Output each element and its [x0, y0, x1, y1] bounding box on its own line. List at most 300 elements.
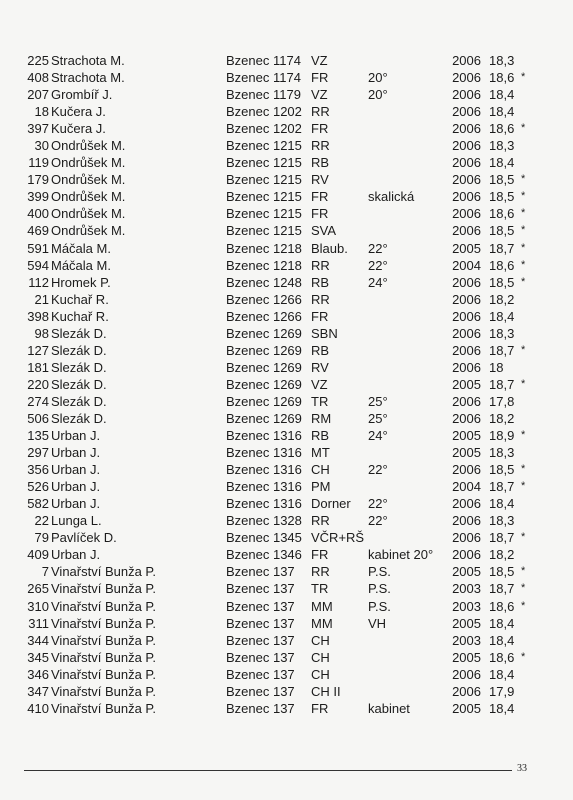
- vintage-year: 2005: [452, 649, 481, 665]
- vineyard-location: Bzenec 1346: [226, 547, 302, 563]
- table-row: [0, 512, 573, 529]
- score-value: 18,4: [489, 104, 515, 120]
- grower-name: Slezák D.: [51, 410, 107, 426]
- vineyard-location: Bzenec 1328: [226, 513, 302, 529]
- vintage-year: 2006: [452, 53, 481, 68]
- award-mark: *: [521, 531, 526, 544]
- score-value: 18,4: [489, 615, 515, 631]
- wine-variety: CH: [311, 666, 330, 682]
- grower-name: Ondrůšek M.: [51, 206, 126, 222]
- wine-variety: RB: [311, 428, 330, 444]
- wine-variety: RR: [311, 564, 330, 580]
- score-value: 18,5: [489, 462, 515, 478]
- grower-name: Urban J.: [51, 547, 101, 563]
- entry-number: 265: [27, 581, 49, 597]
- vineyard-location: Bzenec 137: [226, 564, 295, 580]
- wine-variety: RR: [311, 138, 330, 154]
- vintage-year: 2005: [452, 564, 481, 580]
- vintage-year: 2005: [452, 615, 481, 631]
- grower-name: Ondrůšek M.: [51, 138, 126, 154]
- award-mark: *: [521, 582, 526, 595]
- grower-name: Vinařství Bunža P.: [51, 700, 157, 716]
- vintage-year: 2006: [452, 683, 481, 699]
- vintage-year: 2006: [452, 308, 481, 324]
- entry-number: 181: [27, 359, 49, 375]
- table-row: [0, 649, 573, 666]
- vintage-year: 2006: [452, 342, 481, 358]
- wine-variety: CH: [311, 462, 330, 478]
- award-mark: *: [521, 173, 526, 186]
- score-value: 17,8: [489, 393, 515, 409]
- wine-variety: VZ: [311, 376, 328, 392]
- vintage-year: 2006: [452, 206, 481, 222]
- score-value: 18,2: [489, 410, 515, 426]
- table-row: [0, 376, 573, 393]
- award-mark: *: [521, 190, 526, 203]
- wine-variety: RB: [311, 155, 330, 171]
- wine-variety: RR: [311, 291, 330, 307]
- wine-variety: RR: [311, 513, 330, 529]
- table-row: [0, 325, 573, 342]
- vineyard-location: Bzenec 1202: [226, 121, 302, 137]
- grower-name: Máčala M.: [51, 257, 111, 273]
- entry-number: 345: [27, 649, 49, 665]
- wine-variety: RV: [311, 359, 329, 375]
- wine-note: 25°: [368, 410, 388, 426]
- table-row: [0, 291, 573, 308]
- vintage-year: 2006: [452, 70, 481, 86]
- wine-variety: FR: [311, 206, 329, 222]
- table-row: [0, 495, 573, 512]
- vineyard-location: Bzenec 137: [226, 615, 295, 631]
- entry-number: 409: [27, 547, 49, 563]
- wine-note: 20°: [368, 87, 388, 103]
- entry-number: 410: [27, 700, 49, 716]
- table-row: [0, 444, 573, 461]
- grower-name: Kuchař R.: [51, 308, 109, 324]
- entry-number: 30: [34, 138, 49, 154]
- entry-number: 7: [41, 564, 49, 580]
- entry-number: 506: [27, 410, 49, 426]
- entry-number: 400: [27, 206, 49, 222]
- vintage-year: 2005: [452, 700, 481, 716]
- wine-note: 20°: [368, 70, 388, 86]
- vintage-year: 2006: [452, 121, 481, 137]
- grower-name: Grombíř J.: [51, 87, 113, 103]
- vineyard-location: Bzenec 137: [226, 700, 295, 716]
- wine-variety: FR: [311, 70, 329, 86]
- vintage-year: 2006: [452, 189, 481, 205]
- wine-variety: RM: [311, 410, 332, 426]
- score-value: 18,2: [489, 291, 515, 307]
- wine-variety: MM: [311, 615, 333, 631]
- wine-variety: RB: [311, 342, 330, 358]
- vineyard-location: Bzenec 1248: [226, 274, 302, 290]
- vintage-year: 2003: [452, 581, 481, 597]
- grower-name: Vinařství Bunža P.: [51, 598, 157, 614]
- vineyard-location: Bzenec 1269: [226, 359, 302, 375]
- table-row: [0, 546, 573, 563]
- wine-note: skalická: [368, 189, 415, 205]
- score-value: 18,7: [489, 342, 515, 358]
- wine-note: P.S.: [368, 564, 391, 580]
- award-mark: *: [521, 377, 526, 390]
- score-value: 18,3: [489, 513, 515, 529]
- table-row: [0, 137, 573, 154]
- score-value: 18,3: [489, 138, 515, 154]
- entry-number: 311: [28, 615, 49, 631]
- entry-number: 347: [27, 683, 49, 699]
- score-value: 18,6: [489, 649, 515, 665]
- table-row: [0, 308, 573, 325]
- vineyard-location: Bzenec 1345: [226, 530, 302, 546]
- wine-note: P.S.: [368, 598, 391, 614]
- vineyard-location: Bzenec 1316: [226, 445, 302, 461]
- award-mark: *: [521, 275, 526, 288]
- table-row: [0, 427, 573, 444]
- vineyard-location: Bzenec 1202: [226, 104, 302, 120]
- grower-name: Vinařství Bunža P.: [51, 666, 157, 682]
- entry-number: 297: [27, 445, 49, 461]
- wine-variety: Blaub.: [311, 240, 348, 256]
- entry-number: 582: [27, 496, 49, 512]
- wine-variety: RR: [311, 104, 330, 120]
- award-mark: *: [521, 599, 526, 612]
- table-row: [0, 69, 573, 86]
- vineyard-location: Bzenec 1215: [226, 172, 302, 188]
- entry-number: 594: [27, 257, 49, 273]
- wine-variety: CH: [311, 649, 330, 665]
- vintage-year: 2006: [452, 359, 481, 375]
- wine-note: 25°: [368, 393, 388, 409]
- grower-name: Kučera J.: [51, 104, 106, 120]
- wine-variety: FR: [311, 700, 329, 716]
- vineyard-location: Bzenec 137: [226, 666, 295, 682]
- vineyard-location: Bzenec 1174: [226, 53, 301, 68]
- vintage-year: 2006: [452, 291, 481, 307]
- entry-number: 179: [27, 172, 49, 188]
- grower-name: Vinařství Bunža P.: [51, 632, 157, 648]
- award-mark: *: [521, 480, 526, 493]
- table-row: [0, 240, 573, 257]
- entry-number: 526: [27, 479, 49, 495]
- score-value: 18,4: [489, 700, 515, 716]
- vineyard-location: Bzenec 1269: [226, 342, 302, 358]
- award-mark: *: [521, 650, 526, 663]
- entry-number: 18: [34, 104, 49, 120]
- vineyard-location: Bzenec 1269: [226, 376, 302, 392]
- vintage-year: 2006: [452, 462, 481, 478]
- table-row: [0, 103, 573, 120]
- vineyard-location: Bzenec 1269: [226, 325, 302, 341]
- vintage-year: 2005: [452, 376, 481, 392]
- grower-name: Ondrůšek M.: [51, 223, 126, 239]
- table-row: [0, 598, 573, 615]
- vineyard-location: Bzenec 1215: [226, 189, 302, 205]
- entry-number: 344: [27, 632, 49, 648]
- award-mark: *: [521, 241, 526, 254]
- score-value: 18,7: [489, 581, 515, 597]
- entry-number: 225: [27, 53, 49, 68]
- entry-number: 399: [27, 189, 49, 205]
- entry-number: 119: [28, 155, 49, 171]
- table-row: [0, 154, 573, 171]
- award-mark: *: [521, 71, 526, 84]
- vintage-year: 2006: [452, 530, 481, 546]
- grower-name: Slezák D.: [51, 359, 107, 375]
- wine-variety: VČR+RŠ: [311, 530, 365, 546]
- score-value: 18,6: [489, 206, 515, 222]
- entry-number: 207: [27, 87, 49, 103]
- grower-name: Hromek P.: [51, 274, 111, 290]
- wine-variety: FR: [311, 121, 329, 137]
- entry-number: 469: [27, 223, 49, 239]
- vineyard-location: Bzenec 1266: [226, 291, 302, 307]
- wine-note: kabinet: [368, 700, 410, 716]
- vintage-year: 2006: [452, 172, 481, 188]
- vineyard-location: Bzenec 1316: [226, 479, 302, 495]
- vineyard-location: Bzenec 1215: [226, 138, 302, 154]
- score-value: 18,5: [489, 564, 515, 580]
- score-value: 18,6: [489, 70, 515, 86]
- table-row: [0, 359, 573, 376]
- score-value: 18,4: [489, 666, 515, 682]
- vineyard-location: Bzenec 1174: [226, 70, 301, 86]
- score-value: 18,4: [489, 155, 515, 171]
- grower-name: Máčala M.: [51, 240, 111, 256]
- score-value: 18,3: [489, 445, 515, 461]
- score-value: 18,5: [489, 274, 515, 290]
- vineyard-location: Bzenec 1215: [226, 206, 302, 222]
- wine-variety: RR: [311, 257, 330, 273]
- score-value: 18,6: [489, 598, 515, 614]
- entry-number: 22: [34, 513, 49, 529]
- wine-note: P.S.: [368, 581, 391, 597]
- award-mark: *: [521, 224, 526, 237]
- vintage-year: 2005: [452, 428, 481, 444]
- vintage-year: 2006: [452, 325, 481, 341]
- grower-name: Urban J.: [51, 428, 101, 444]
- vineyard-location: Bzenec 1316: [226, 462, 302, 478]
- score-value: 18,7: [489, 479, 515, 495]
- vineyard-location: Bzenec 1218: [226, 240, 302, 256]
- score-value: 17,9: [489, 683, 515, 699]
- grower-name: Kuchař R.: [51, 291, 109, 307]
- score-value: 18,4: [489, 496, 515, 512]
- vintage-year: 2006: [452, 274, 481, 290]
- page-number: 33: [517, 763, 527, 774]
- score-value: 18,6: [489, 121, 515, 137]
- grower-name: Pavlíček D.: [51, 530, 117, 546]
- table-row: [0, 171, 573, 188]
- table-row: [0, 52, 573, 69]
- grower-name: Ondrůšek M.: [51, 155, 126, 171]
- table-row: [0, 683, 573, 700]
- vintage-year: 2005: [452, 445, 481, 461]
- entry-number: 98: [34, 325, 49, 341]
- vineyard-location: Bzenec 1215: [226, 223, 302, 239]
- wine-variety: VZ: [311, 87, 328, 103]
- wine-results-list: [0, 52, 573, 717]
- vineyard-location: Bzenec 1316: [226, 496, 302, 512]
- score-value: 18,2: [489, 547, 515, 563]
- table-row: [0, 478, 573, 495]
- vintage-year: 2006: [452, 496, 481, 512]
- vintage-year: 2006: [452, 155, 481, 171]
- vineyard-location: Bzenec 1218: [226, 257, 302, 273]
- entry-number: 112: [28, 274, 49, 290]
- grower-name: Slezák D.: [51, 342, 107, 358]
- vineyard-location: Bzenec 1316: [226, 428, 302, 444]
- grower-name: Vinařství Bunža P.: [51, 683, 157, 699]
- wine-variety: SBN: [311, 325, 338, 341]
- wine-note: 22°: [368, 240, 388, 256]
- grower-name: Ondrůšek M.: [51, 189, 126, 205]
- table-row: [0, 700, 573, 717]
- table-row: [0, 615, 573, 632]
- vintage-year: 2006: [452, 223, 481, 239]
- score-value: 18,5: [489, 172, 515, 188]
- table-row: [0, 86, 573, 103]
- wine-variety: TR: [311, 581, 329, 597]
- wine-variety: RB: [311, 274, 330, 290]
- wine-note: 22°: [368, 496, 388, 512]
- award-mark: *: [521, 343, 526, 356]
- vineyard-location: Bzenec 137: [226, 598, 295, 614]
- grower-name: Urban J.: [51, 496, 101, 512]
- award-mark: *: [521, 429, 526, 442]
- grower-name: Slezák D.: [51, 325, 107, 341]
- wine-variety: SVA: [311, 223, 337, 239]
- vintage-year: 2003: [452, 632, 481, 648]
- table-row: [0, 257, 573, 274]
- grower-name: Lunga L.: [51, 513, 102, 529]
- vintage-year: 2006: [452, 393, 481, 409]
- entry-number: 79: [34, 530, 49, 546]
- grower-name: Urban J.: [51, 479, 101, 495]
- table-row: [0, 222, 573, 239]
- table-row: [0, 188, 573, 205]
- table-row: [0, 342, 573, 359]
- vineyard-location: Bzenec 1269: [226, 410, 302, 426]
- vineyard-location: Bzenec 1215: [226, 155, 302, 171]
- table-row: [0, 205, 573, 222]
- wine-variety: CH: [311, 632, 330, 648]
- vintage-year: 2006: [452, 138, 481, 154]
- wine-variety: FR: [311, 547, 329, 563]
- grower-name: Vinařství Bunža P.: [51, 564, 157, 580]
- grower-name: Kučera J.: [51, 121, 106, 137]
- award-mark: *: [521, 258, 526, 271]
- wine-variety: MM: [311, 598, 333, 614]
- table-row: [0, 580, 573, 597]
- grower-name: Vinařství Bunža P.: [51, 649, 157, 665]
- score-value: 18,5: [489, 223, 515, 239]
- vineyard-location: Bzenec 1179: [226, 87, 301, 103]
- entry-number: 310: [27, 598, 49, 614]
- table-row: [0, 529, 573, 546]
- score-value: 18,7: [489, 240, 515, 256]
- table-row: [0, 410, 573, 427]
- vintage-year: 2006: [452, 104, 481, 120]
- wine-note: 22°: [368, 257, 388, 273]
- grower-name: Slezák D.: [51, 393, 107, 409]
- table-row: [0, 632, 573, 649]
- table-row: [0, 393, 573, 410]
- vineyard-location: Bzenec 137: [226, 649, 295, 665]
- wine-variety: TR: [311, 393, 329, 409]
- vintage-year: 2006: [452, 513, 481, 529]
- vineyard-location: Bzenec 137: [226, 683, 295, 699]
- vintage-year: 2006: [452, 547, 481, 563]
- entry-number: 356: [27, 462, 49, 478]
- wine-variety: PM: [311, 479, 331, 495]
- grower-name: Urban J.: [51, 462, 101, 478]
- table-row: [0, 666, 573, 683]
- entry-number: 346: [27, 666, 49, 682]
- wine-variety: Dorner: [311, 496, 351, 512]
- vintage-year: 2003: [452, 598, 481, 614]
- entry-number: 127: [27, 342, 49, 358]
- score-value: 18,5: [489, 189, 515, 205]
- grower-name: Slezák D.: [51, 376, 107, 392]
- wine-variety: VZ: [311, 53, 328, 68]
- score-value: 18,7: [489, 530, 515, 546]
- wine-variety: FR: [311, 308, 329, 324]
- score-value: 18,6: [489, 257, 515, 273]
- wine-variety: MT: [311, 445, 330, 461]
- score-value: 18,3: [489, 325, 515, 341]
- vintage-year: 2005: [452, 240, 481, 256]
- wine-variety: FR: [311, 189, 329, 205]
- entry-number: 591: [27, 240, 49, 256]
- wine-note: 24°: [368, 428, 388, 444]
- score-value: 18,4: [489, 308, 515, 324]
- vintage-year: 2004: [452, 257, 481, 273]
- entry-number: 21: [34, 291, 49, 307]
- vintage-year: 2004: [452, 479, 481, 495]
- grower-name: Strachota M.: [51, 53, 125, 68]
- vineyard-location: Bzenec 1266: [226, 308, 302, 324]
- score-value: 18,7: [489, 376, 515, 392]
- score-value: 18,4: [489, 632, 515, 648]
- table-row: [0, 461, 573, 478]
- vintage-year: 2006: [452, 87, 481, 103]
- footer-rule: [24, 770, 512, 771]
- entry-number: 274: [27, 393, 49, 409]
- grower-name: Strachota M.: [51, 70, 125, 86]
- wine-note: kabinet 20°: [368, 547, 434, 563]
- wine-variety: RV: [311, 172, 329, 188]
- award-mark: *: [521, 122, 526, 135]
- entry-number: 408: [27, 70, 49, 86]
- grower-name: Ondrůšek M.: [51, 172, 126, 188]
- grower-name: Vinařství Bunža P.: [51, 581, 157, 597]
- grower-name: Urban J.: [51, 445, 101, 461]
- award-mark: *: [521, 207, 526, 220]
- award-mark: *: [521, 463, 526, 476]
- wine-note: VH: [368, 615, 387, 631]
- wine-note: 22°: [368, 513, 388, 529]
- table-row: [0, 274, 573, 291]
- vineyard-location: Bzenec 1269: [226, 393, 302, 409]
- entry-number: 220: [27, 376, 49, 392]
- grower-name: Vinařství Bunža P.: [51, 615, 157, 631]
- wine-note: 24°: [368, 274, 388, 290]
- score-value: 18: [489, 359, 504, 375]
- wine-note: 22°: [368, 462, 388, 478]
- table-row: [0, 563, 573, 580]
